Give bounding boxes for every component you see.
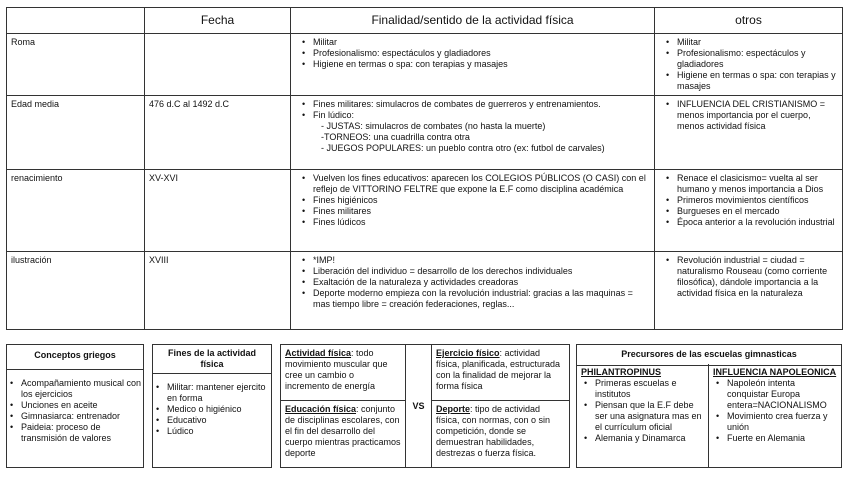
list-item: • Fin lúdico:	[299, 110, 650, 121]
conceptos-griegos-box	[6, 344, 144, 468]
finalidad-cell	[291, 34, 655, 96]
list-item: • Acompañamiento musical con los ejercicios	[7, 378, 143, 400]
philantropinus-col	[577, 364, 709, 467]
list-item: • Higiene en termas o spa: con terapias y masajes	[299, 59, 650, 70]
educacion-fisica-text: : conjunto de disciplinas escolares, con el fin del desarrollo del cuerpo mientras practicamos deporte	[285, 404, 401, 458]
list-item: • Educativo	[153, 415, 271, 426]
ejercicio-fisico-def	[432, 345, 569, 401]
period-cell: ilustración	[7, 252, 145, 330]
list-item: • Lúdico	[153, 426, 271, 437]
otros-cell	[655, 252, 843, 330]
philantropinus-title: PHILANTROPINUS	[581, 367, 662, 377]
precursores-title: Precursores de las escuelas gimnasticas	[577, 345, 841, 366]
fecha-cell: XVIII	[145, 252, 291, 330]
vs-label: VS	[406, 345, 432, 467]
list-item: • Napoleón intenta conquistar Europa entera=NACIONALISMO	[713, 378, 839, 411]
ejercicio-fisico-text: : actividad física, planificada, estructurada con la finalidad de mejorar la forma física	[436, 348, 561, 391]
definiciones-box	[280, 344, 570, 468]
fecha-cell: XV-XVI	[145, 170, 291, 252]
list-item: • Liberación del individuo = desarrollo de los derechos individuales	[299, 266, 650, 277]
deporte-term: Deporte	[436, 404, 471, 414]
table-row	[7, 34, 843, 96]
actividad-fisica-text: : todo movimiento muscular que cree un cambio o incremento de energía	[285, 348, 388, 391]
fecha-cell: 476 d.C al 1492 d.C	[145, 96, 291, 170]
fines-title: Fines de la actividad física	[153, 345, 271, 374]
list-item: • Gimnasiarca: entrenador	[7, 411, 143, 422]
table-header-row	[7, 8, 843, 34]
otros-cell	[655, 34, 843, 96]
period-cell: Edad media	[7, 96, 145, 170]
fines-box	[152, 344, 272, 468]
list-subitem: -TORNEOS: una cuadrilla contra otra	[321, 131, 470, 142]
finalidad-cell	[291, 96, 655, 170]
header-finalidad: Finalidad/sentido de la actividad física	[291, 8, 655, 34]
deporte-text: : tipo de actividad física, con normas, con o sin competición, donde se demuestran habilidades, destrezas o fuerza física.	[436, 404, 551, 458]
list-item: • Fuerte en Alemania	[713, 433, 839, 444]
list-item: • Fines militares: simulacros de combates de guerreros y entrenamientos.	[299, 99, 650, 110]
list-item: • Militar	[299, 37, 650, 48]
napoleonica-col	[709, 364, 841, 467]
table-row	[7, 252, 843, 330]
list-item: • Primeros movimientos científicos	[663, 195, 838, 206]
precursores-box	[576, 344, 842, 468]
list-item: • Revolución industrial = ciudad = naturalismo Rouseau (como corriente filosófica), dándole importancia a la actividad física en la naturaleza	[663, 255, 838, 299]
educacion-fisica-term: Educación física	[285, 404, 357, 414]
list-item: • Alemania y Dinamarca	[581, 433, 706, 444]
actividad-fisica-term: Actividad física	[285, 348, 352, 358]
list-item: • Fines higiénicos	[299, 195, 650, 206]
list-item: • Primeras escuelas e institutos	[581, 378, 706, 400]
list-item: • Unciones en aceite	[7, 400, 143, 411]
list-item: • Renace el clasicismo= vuelta al ser humano y menos importancia a Dios	[663, 173, 838, 195]
list-item: • Militar	[663, 37, 838, 48]
header-empty	[7, 8, 145, 34]
finalidad-cell	[291, 252, 655, 330]
ejercicio-fisico-term: Ejercicio físico	[436, 348, 500, 358]
fecha-cell	[145, 34, 291, 96]
header-fecha: Fecha	[145, 8, 291, 34]
list-item: • Movimiento crea fuerza y unión	[713, 411, 839, 433]
list-item: • Exaltación de la naturaleza y actividades creadoras	[299, 277, 650, 288]
list-item: • Paideia: proceso de transmisión de valores	[7, 422, 143, 444]
list-item: • INFLUENCIA DEL CRISTIANISMO = menos importancia por el cuerpo, menos actividad física	[663, 99, 838, 132]
educacion-fisica-def	[281, 401, 406, 467]
list-item: • Piensan que la E.F debe ser una asignatura mas en el currículum oficial	[581, 400, 706, 433]
actividad-fisica-def	[281, 345, 406, 401]
list-item: • Vuelven los fines educativos: aparecen los COLEGIOS PÚBLICOS (O CASI) con el reflejo de VITTORINO FELTRE que expone la E.F como disciplina académica	[299, 173, 650, 195]
table-row	[7, 96, 843, 170]
list-item: • Medico o higiénico	[153, 404, 271, 415]
list-item: • Fines militares	[299, 206, 650, 217]
history-table	[6, 7, 843, 330]
list-item: • Higiene en termas o spa: con terapias y masajes	[663, 70, 838, 92]
list-item: • *IMP!	[299, 255, 650, 266]
list-item: • Militar: mantener ejercito en forma	[153, 382, 271, 404]
list-item: • Época anterior a la revolución industrial	[663, 217, 838, 228]
finalidad-cell	[291, 170, 655, 252]
list-item: • Profesionalismo: espectáculos y gladiadores	[663, 48, 838, 70]
napoleonica-title: INFLUENCIA NAPOLEONICA	[713, 367, 837, 377]
list-item: • Profesionalismo: espectáculos y gladiadores	[299, 48, 650, 59]
conceptos-title: Conceptos griegos	[7, 345, 143, 370]
list-subitem: - JUSTAS: simulacros de combates (no hasta la muerte)	[321, 120, 546, 131]
period-cell: Roma	[7, 34, 145, 96]
list-item: • Fines lúdicos	[299, 217, 650, 228]
header-otros: otros	[655, 8, 843, 34]
list-subitem: - JUEGOS POPULARES: un pueblo contra otro (ex: futbol de carvales)	[321, 142, 605, 153]
list-item: • Deporte moderno empieza con la revolución industrial: gracias a las maquinas = mas tiempo libre = creación federaciones, reglas...	[299, 288, 650, 310]
table-row	[7, 170, 843, 252]
otros-cell	[655, 170, 843, 252]
deporte-def	[432, 401, 569, 467]
list-item: • Burgueses en el mercado	[663, 206, 838, 217]
period-cell: renacimiento	[7, 170, 145, 252]
otros-cell	[655, 96, 843, 170]
